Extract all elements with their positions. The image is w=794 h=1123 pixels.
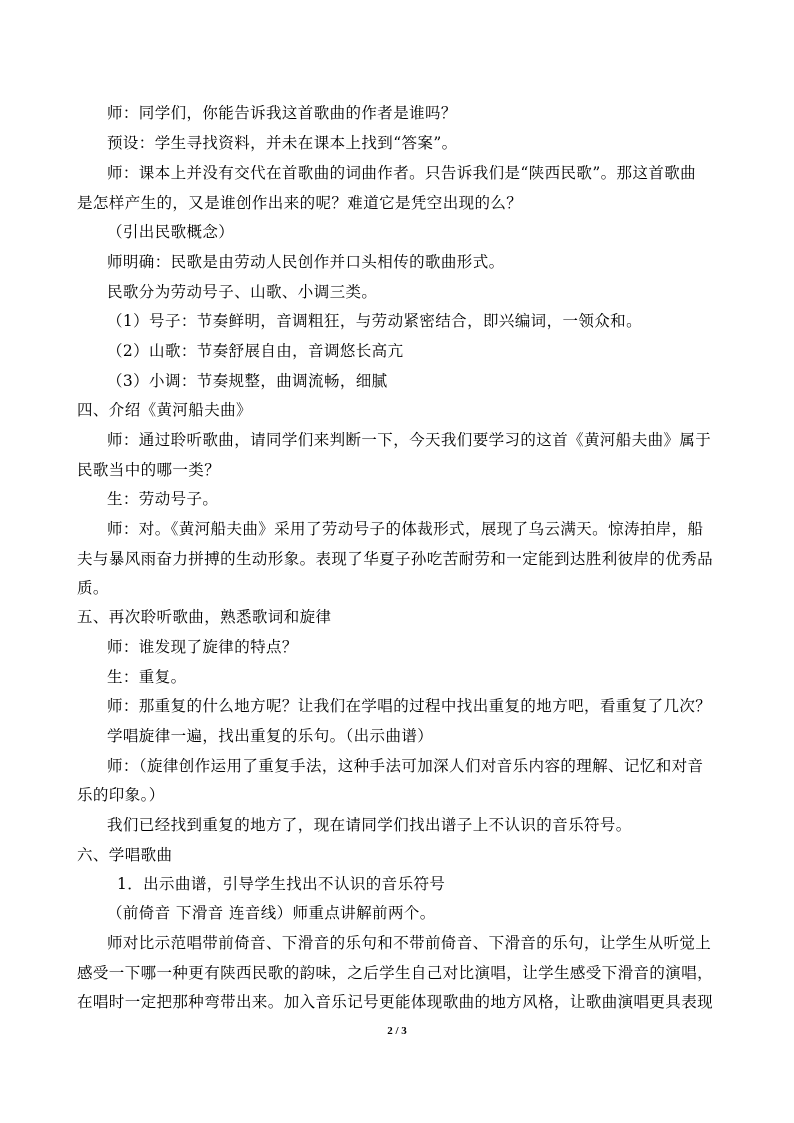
text-line: 师：那重复的什么地方呢？让我们在学唱的过程中找出重复的地方吧，看重复了几次？ [107,697,712,715]
text-line: 师：对。《黄河船夫曲》采用了劳动号子的体裁形式，展现了乌云满天。惊涛拍岸，船 [107,520,704,538]
text-line: 质。 [77,579,109,597]
text-line: （2）山歌：节奏舒展自由，音调悠长高亢 [107,342,404,360]
text-line: 是怎样产生的，又是谁创作出来的呢？难道它是凭空出现的么？ [77,194,523,212]
text-line: （前倚音 下滑音 连音线）师重点讲解前两个。 [107,904,436,922]
text-line: 师明确：民歌是由劳动人民创作并口头相传的歌曲形式。 [107,253,505,271]
text-line: 1．出示曲谱，引导学生找出不认识的音乐符号 [117,875,446,893]
text-line: 学唱旋律一遍，找出重复的乐句。（出示曲谱） [107,727,434,745]
text-line: 生：劳动号子。 [107,490,219,508]
text-line: 师：谁发现了旋律的特点？ [107,638,298,656]
text-line: 生：重复。 [107,668,187,686]
section-heading: 四、介绍《黄河船夫曲》 [77,401,252,419]
text-line: 感受一下哪一种更有陕西民歌的韵味，之后学生自己对比演唱，让学生感受下滑音的演唱， [77,964,714,982]
section-heading: 六、学唱歌曲 [77,846,173,864]
page-number: 2 / 3 [387,1025,407,1037]
text-line: 在唱时一定把那种弯带出来。加入音乐记号更能体现歌曲的地方风格，让歌曲演唱更具表现 [77,993,714,1011]
text-line: 师：课本上并没有交代在首歌曲的词曲作者。只告诉我们是“陕西民歌”。那这首歌曲 [107,164,697,182]
text-line: （引出民歌概念） [107,223,235,241]
text-line: 师对比示范唱带前倚音、下滑音的乐句和不带前倚音、下滑音的乐句，让学生从听觉上 [107,934,712,952]
text-line: （1）号子：节奏鲜明，音调粗狂，与劳动紧密结合，即兴编词，一领众和。 [107,312,642,330]
text-line: 师：同学们，你能告诉我这首歌曲的作者是谁吗？ [107,104,457,122]
text-line: 师：通过聆听歌曲，请同学们来判断一下，今天我们要学习的这首《黄河船夫曲》属于 [107,431,712,449]
text-line: 预设：学生寻找资料，并未在课本上找到“答案”。 [107,134,458,152]
text-line: 乐的印象。） [77,786,165,804]
section-heading: 五、再次聆听歌曲，熟悉歌词和旋律 [77,608,332,626]
text-line: 民歌分为劳动号子、山歌、小调三类。 [107,283,378,301]
text-line: 我们已经找到重复的地方了，现在请同学们找出谱子上不认识的音乐符号。 [107,816,632,834]
text-line: 师：（旋律创作运用了重复手法，这种手法可加深人们对音乐内容的理解、记忆和对音 [107,757,704,775]
text-line: （3）小调：节奏规整，曲调流畅，细腻 [107,372,388,390]
text-line: 民歌当中的哪一类？ [77,461,221,479]
text-line: 夫与暴风雨奋力拼搏的生动形象。表现了华夏子孙吃苦耐劳和一定能到达胜利彼岸的优秀品 [77,550,714,568]
